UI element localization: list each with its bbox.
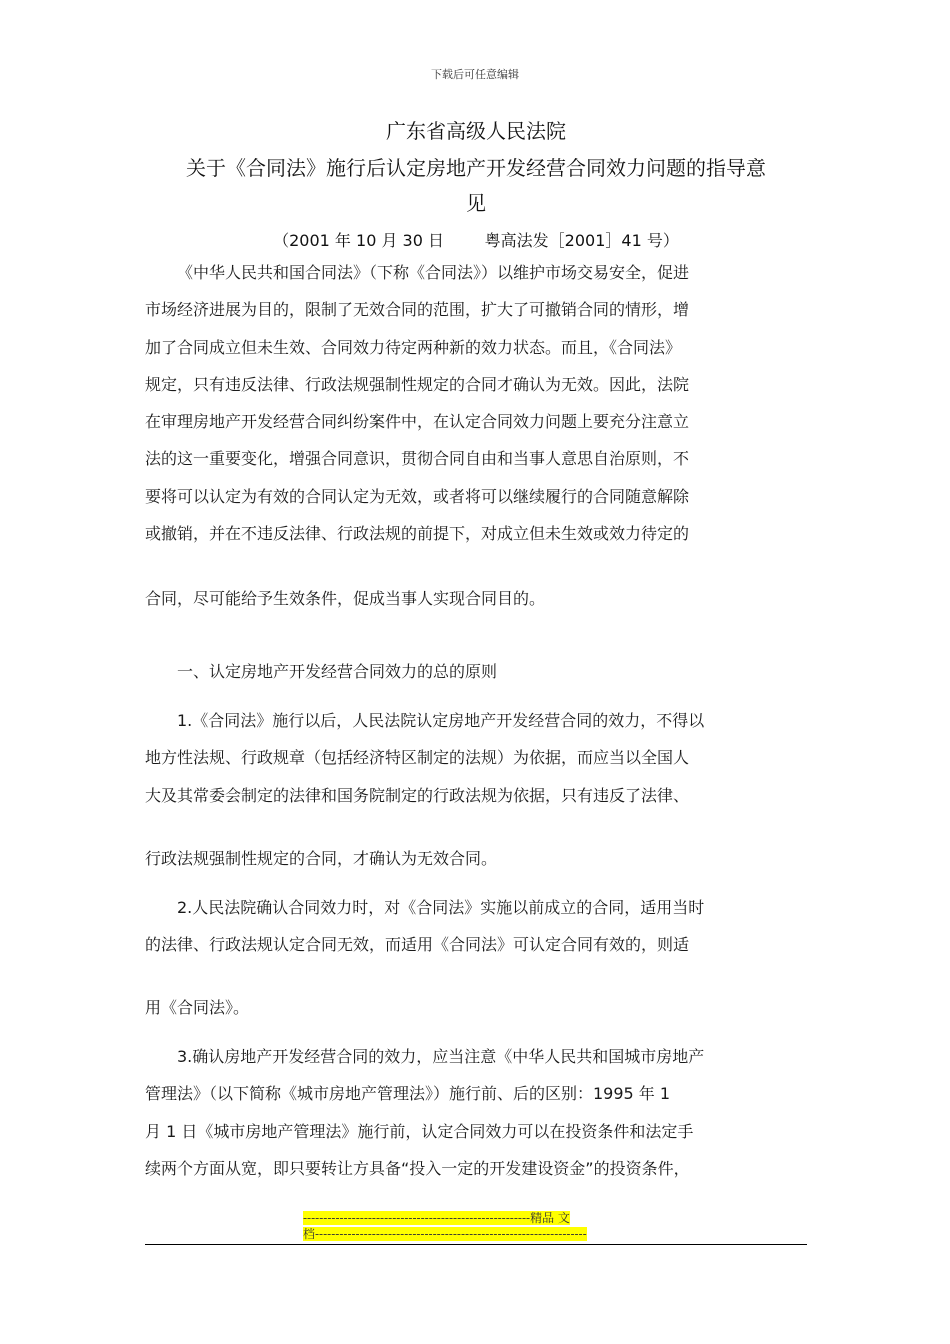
- item-2-paragraph: [145, 889, 807, 964]
- text-line: 地方性法规、行政规章（包括经济特区制定的法规）为依据，而应当以全国人: [145, 748, 690, 768]
- text-line: 2.人民法院确认合同效力时，对《合同法》实施以前成立的合同，适用当时: [177, 898, 705, 917]
- text-line: 市场经济进展为目的，限制了无效合同的范围，扩大了可撤销合同的情形，增: [145, 300, 690, 320]
- item-2-tail: 用《合同法》。: [145, 998, 250, 1017]
- text-line: 大及其常委会制定的法律和国务院制定的行政法规为依据，只有违反了法律、: [145, 785, 690, 805]
- document-title-line3: 见: [466, 191, 486, 215]
- text-line: 续两个方面从宽，即只要转让方具备“投入一定的开发建设资金”的投资条件，: [145, 1158, 690, 1178]
- footer-divider: [145, 1244, 807, 1245]
- text-line: 法的这一重要变化，增强合同意识，贯彻合同自由和当事人意思自治原则，不: [145, 449, 690, 469]
- document-title-line1: 广东省高级人民法院: [386, 119, 566, 143]
- text-line: 规定，只有违反法律、行政法规强制性规定的合同才确认为无效。因此，法院: [145, 374, 690, 394]
- text-line: 要将可以认定为有效的合同认定为无效，或者将可以继续履行的合同随意解除: [145, 486, 690, 506]
- document-title-line2: 关于《合同法》施行后认定房地产开发经营合同效力问题的指导意: [186, 156, 766, 180]
- text-line: 的法律、行政法规认定合同无效，而适用《合同法》可认定合同有效的，则适: [145, 935, 690, 955]
- text-line: 3.确认房地产开发经营合同的效力，应当注意《中华人民共和国城市房地产: [177, 1047, 705, 1066]
- item-1-paragraph: [145, 702, 807, 814]
- section-heading: 一、认定房地产开发经营合同效力的总的原则: [177, 662, 498, 681]
- footer-line1: --------------------------------------------------------精品 文: [303, 1211, 570, 1225]
- text-line: 管理法》（以下简称《城市房地产管理法》）施行前、后的区别：1995 年 1: [145, 1084, 671, 1104]
- text-line: 月 1 日《城市房地产管理法》施行前，认定合同效力可以在投资条件和法定手: [145, 1121, 694, 1141]
- text-line: 或撤销，并在不违反法律、行政法规的前提下，对成立但未生效或效力待定的: [145, 524, 690, 544]
- intro-paragraph-tail: 合同，尽可能给予生效条件，促成当事人实现合同目的。: [145, 589, 546, 608]
- footer-line2: 档-------------------------------------------------------------------: [303, 1227, 587, 1241]
- intro-paragraph: [145, 254, 807, 552]
- footer-watermark: [303, 1210, 648, 1242]
- item-1-tail: 行政法规强制性规定的合同，才确认为无效合同。: [145, 849, 498, 868]
- text-line: 《中华人民共和国合同法》（下称《合同法》）以维护市场交易安全，促进: [177, 263, 690, 282]
- issue-date-line: （2001 年 10 月 30 日 粤高法发［2001］41 号）: [273, 231, 679, 250]
- text-line: 加了合同成立但未生效、合同效力待定两种新的效力状态。而且，《合同法》: [145, 337, 682, 357]
- document-title: [145, 151, 807, 221]
- text-line: 在审理房地产开发经营合同纠纷案件中，在认定合同效力问题上要充分注意立: [145, 412, 690, 432]
- text-line: 1.《合同法》施行以后，人民法院认定房地产开发经营合同的效力，不得以: [177, 711, 705, 730]
- header-note: 下载后可任意编辑: [431, 68, 519, 81]
- item-3-paragraph: [145, 1038, 807, 1187]
